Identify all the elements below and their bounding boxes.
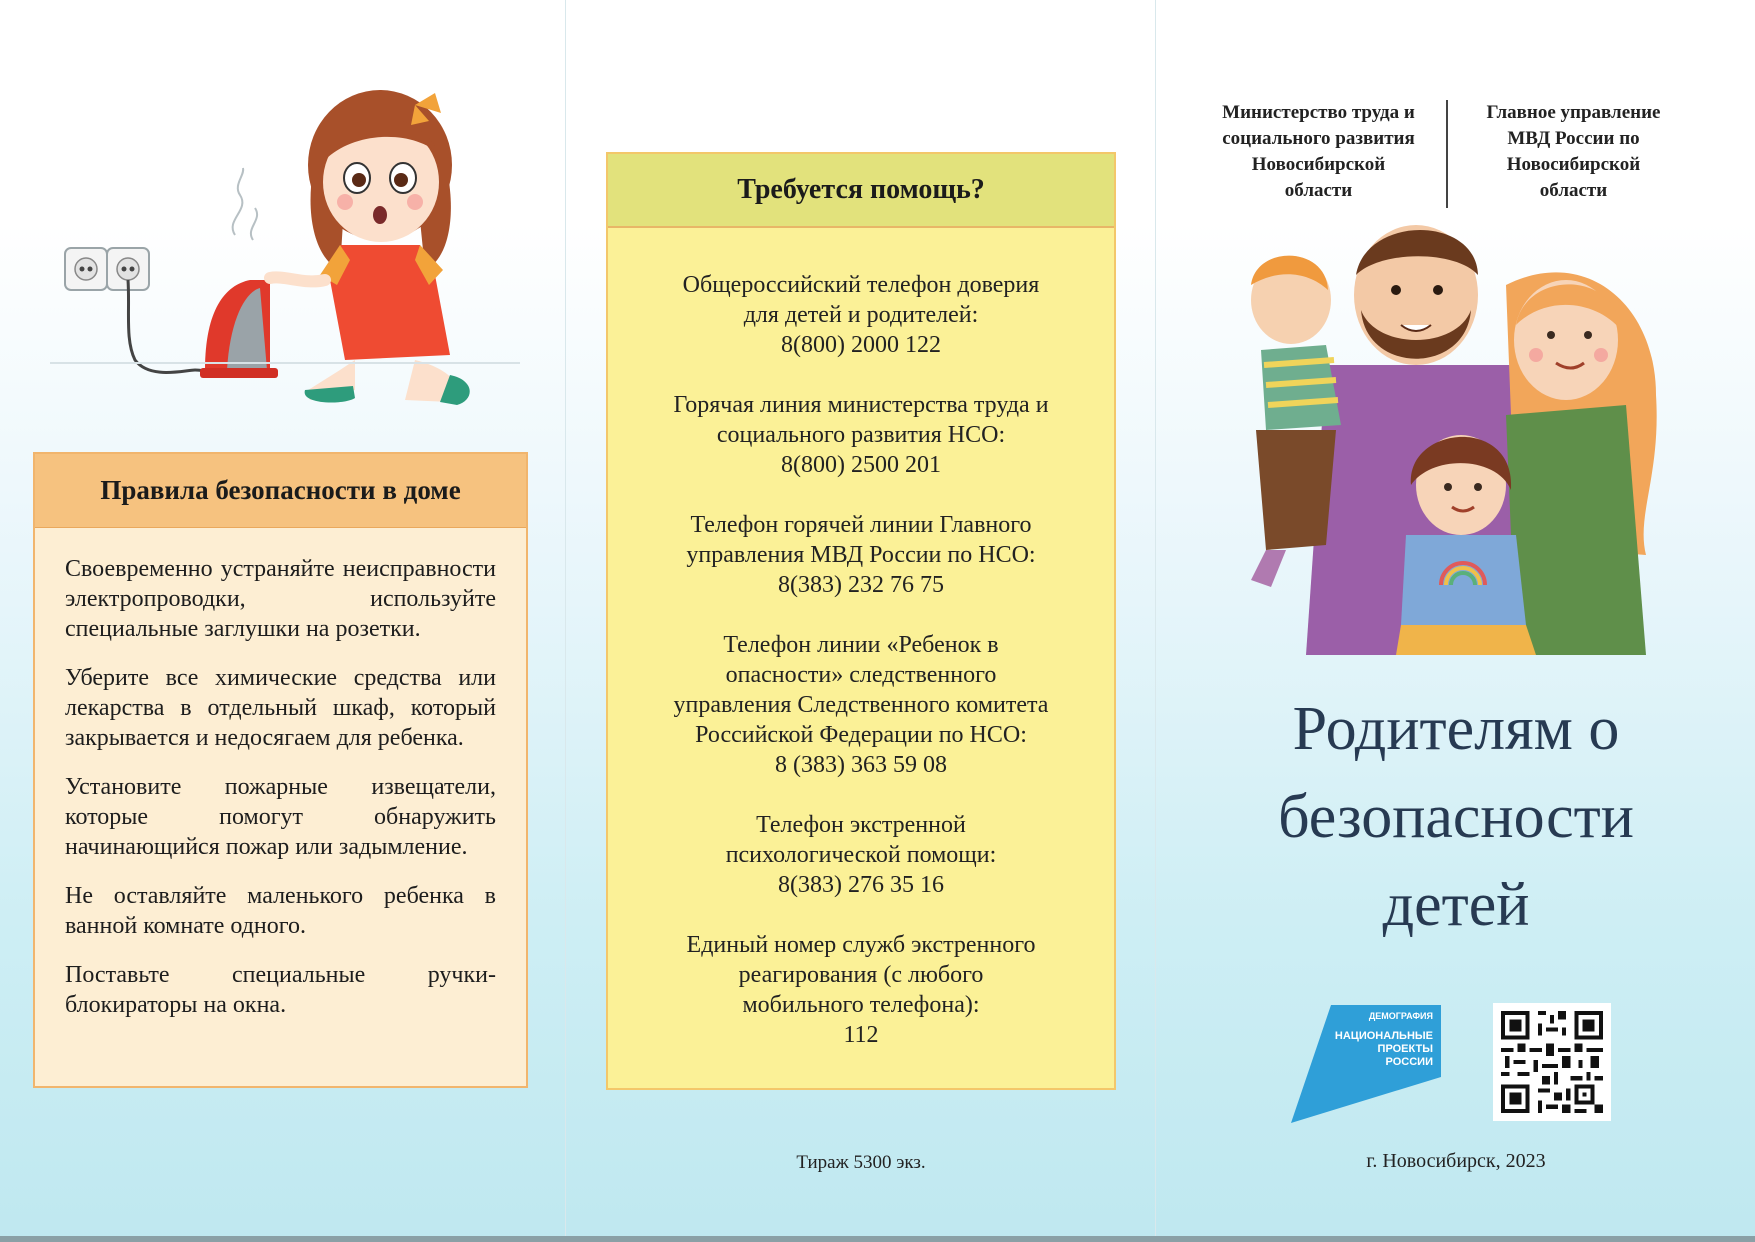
print-run: Тираж 5300 экз. xyxy=(796,1152,926,1173)
contact-phone: 8(800) 2500 201 xyxy=(781,452,941,478)
family-illustration xyxy=(1216,215,1696,695)
org-ministry-line: Министерство труда и xyxy=(1222,102,1415,123)
contact-entry xyxy=(624,270,1098,360)
panel-left xyxy=(0,0,565,1242)
socket-icon xyxy=(65,248,149,290)
org-ministry-line: Новосибирской xyxy=(1251,154,1386,175)
contact-label-line: Российской Федерации по НСО: xyxy=(695,722,1027,748)
rule-item: Установите пожарные извещатели, которые помогут обнаружить начинающийся пожар или задымление. xyxy=(65,774,496,860)
title-line: безопасности xyxy=(1278,783,1634,851)
contact-entry xyxy=(624,390,1098,480)
rule-item: Своевременно устраняйте неисправности электропроводки, используйте специальные заглушки на розетки. xyxy=(65,556,496,642)
help-contacts-list xyxy=(608,228,1114,1050)
contact-label-line: мобильного телефона): xyxy=(742,992,980,1018)
city-year: г. Новосибирск, 2023 xyxy=(1366,1150,1546,1172)
contact-label-line: Телефон линии «Ребенок в xyxy=(723,632,999,658)
contact-label-line: Горячая линия министерства труда и xyxy=(673,392,1049,418)
iron-icon xyxy=(200,168,278,378)
girl-illustration xyxy=(270,90,470,405)
logo-top-text: ДЕМОГРАФИЯ xyxy=(1368,1011,1433,1021)
contact-label-line: реагирования (с любого xyxy=(738,962,984,988)
org-mvd-line: Главное управление xyxy=(1486,102,1661,123)
rule-item: Уберите все химические средства или лекарства в отдельный шкаф, который закрывается и недосягаем для ребенка. xyxy=(65,665,496,751)
contact-label-line: управления Следственного комитета xyxy=(673,692,1049,718)
contact-label-line: Общероссийский телефон доверия xyxy=(682,272,1040,298)
logo-line: ПРОЕКТЫ xyxy=(1377,1043,1433,1055)
org-mvd-line: МВД России по xyxy=(1507,128,1640,149)
panel-middle xyxy=(565,0,1156,1242)
brochure-title xyxy=(1156,685,1755,949)
scan-edge xyxy=(0,1236,1755,1242)
contact-phone: 8(800) 2000 122 xyxy=(781,332,941,358)
organizations-header xyxy=(1206,100,1706,210)
contact-label-line: психологической помощи: xyxy=(725,842,997,868)
contact-label-line: опасности» следственного xyxy=(725,662,997,688)
logo-line: НАЦИОНАЛЬНЫЕ xyxy=(1334,1030,1433,1042)
org-mvd-line: области xyxy=(1539,180,1608,201)
contact-label-line: для детей и родителей: xyxy=(743,302,979,328)
safety-rules-title: Правила безопасности в доме xyxy=(35,454,526,528)
contact-entry xyxy=(624,930,1098,1050)
help-contacts-box xyxy=(606,152,1116,1090)
contact-phone: 8 (383) 363 59 08 xyxy=(775,752,947,778)
safety-rules-box xyxy=(33,452,528,1088)
logo-line: РОССИИ xyxy=(1385,1056,1433,1068)
safety-rules-list xyxy=(35,528,526,1020)
org-ministry xyxy=(1206,100,1431,204)
contact-label-line: Единый номер служб экстренного xyxy=(686,932,1036,958)
contact-phone: 8(383) 232 76 75 xyxy=(778,572,944,598)
org-divider xyxy=(1446,100,1448,208)
contact-entry xyxy=(624,510,1098,600)
org-ministry-line: области xyxy=(1284,180,1353,201)
contact-phone: 112 xyxy=(843,1022,879,1048)
panel-right-cover xyxy=(1155,0,1755,1242)
national-projects-logo xyxy=(1291,1005,1441,1123)
girl-and-iron-illustration xyxy=(55,70,535,410)
contact-entry xyxy=(624,630,1098,780)
mother-figure xyxy=(1506,272,1657,655)
qr-code[interactable] xyxy=(1493,1003,1611,1121)
title-line: Родителям о xyxy=(1292,695,1620,763)
org-mvd-line: Новосибирской xyxy=(1506,154,1641,175)
contact-entry xyxy=(624,810,1098,900)
rule-item: Не оставляйте маленького ребенка в ванной комнате одного. xyxy=(65,883,496,939)
rule-item: Поставьте специальные ручки-блокираторы на окна. xyxy=(65,962,496,1018)
floor-line xyxy=(50,362,520,364)
contact-label-line: Телефон экстренной xyxy=(756,812,966,838)
contact-label-line: Телефон горячей линии Главного xyxy=(690,512,1032,538)
org-ministry-line: социального развития xyxy=(1222,128,1415,149)
contact-phone: 8(383) 276 35 16 xyxy=(778,872,944,898)
contact-label-line: управления МВД России по НСО: xyxy=(686,542,1036,568)
help-title: Требуется помощь? xyxy=(608,154,1114,228)
org-mvd xyxy=(1461,100,1686,204)
title-line: детей xyxy=(1382,871,1530,939)
contact-label-line: социального развития НСО: xyxy=(716,422,1006,448)
